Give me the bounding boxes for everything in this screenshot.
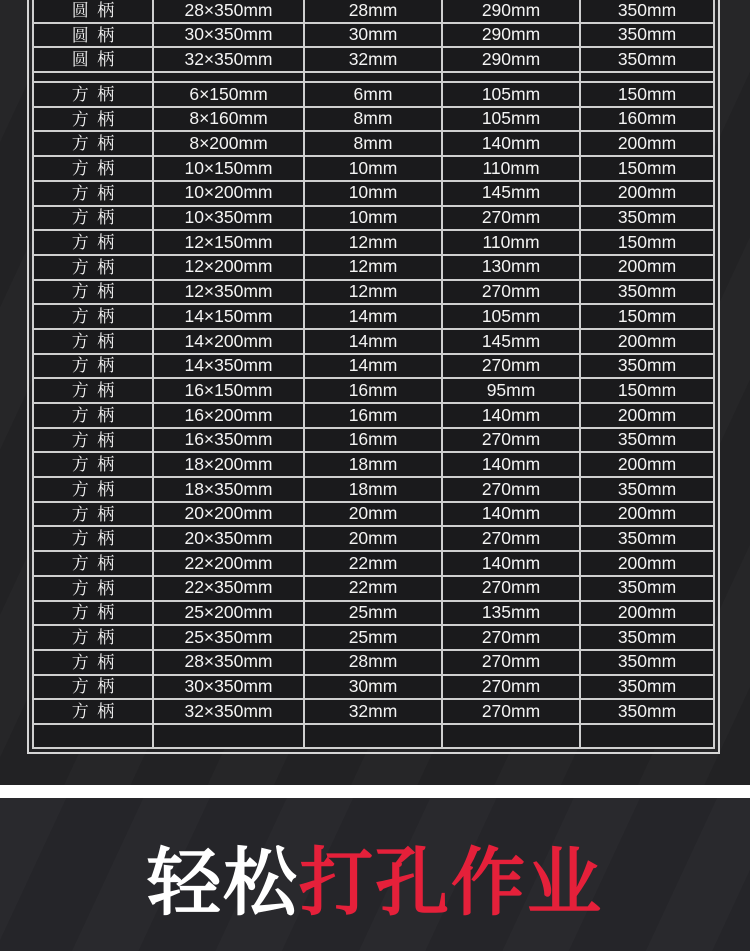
table-cell: 350mm (579, 207, 713, 230)
table-cell: 30×350mm (152, 24, 303, 47)
table-cell: 270mm (441, 281, 579, 304)
empty-row (34, 723, 713, 747)
table-cell: 350mm (579, 651, 713, 674)
table-row (34, 575, 713, 600)
table-row (34, 353, 713, 378)
table-cell: 350mm (579, 24, 713, 47)
table-cell: 16mm (303, 379, 441, 402)
table-cell: 350mm (579, 281, 713, 304)
table-cell: 350mm (579, 48, 713, 71)
table-cell: 方柄 (34, 256, 152, 279)
table-cell: 12mm (303, 256, 441, 279)
table-cell: 8mm (303, 132, 441, 155)
table-cell: 200mm (579, 182, 713, 205)
table-cell: 12×200mm (152, 256, 303, 279)
table-cell: 150mm (579, 157, 713, 180)
table-cell: 145mm (441, 182, 579, 205)
table-cell: 25mm (303, 602, 441, 625)
table-cell: 350mm (579, 676, 713, 699)
white-divider (0, 785, 750, 798)
table-cell: 12×350mm (152, 281, 303, 304)
table-row (34, 229, 713, 254)
table-cell: 200mm (579, 602, 713, 625)
table-cell: 270mm (441, 478, 579, 501)
table-cell: 方柄 (34, 577, 152, 600)
table-cell: 270mm (441, 527, 579, 550)
table-cell: 方柄 (34, 355, 152, 378)
table-cell: 140mm (441, 453, 579, 476)
table-cell: 350mm (579, 700, 713, 723)
table-cell: 150mm (579, 83, 713, 106)
table-cell: 350mm (579, 626, 713, 649)
table-cell: 18×200mm (152, 453, 303, 476)
table-row (34, 180, 713, 205)
table-cell: 290mm (441, 48, 579, 71)
table-cell: 20×200mm (152, 503, 303, 526)
banner-title-white: 轻松 (147, 840, 299, 924)
table-cell: 6mm (303, 83, 441, 106)
table-cell: 18mm (303, 478, 441, 501)
table-cell: 方柄 (34, 157, 152, 180)
table-row (34, 674, 713, 699)
table-cell: 140mm (441, 503, 579, 526)
table-cell: 130mm (441, 256, 579, 279)
table-cell: 350mm (579, 0, 713, 22)
table-row (34, 328, 713, 353)
table-cell: 28mm (303, 0, 441, 22)
table-row (34, 106, 713, 131)
table-cell: 方柄 (34, 626, 152, 649)
table-cell: 22×350mm (152, 577, 303, 600)
table-cell (579, 73, 713, 81)
table-cell: 14×350mm (152, 355, 303, 378)
table-cell: 110mm (441, 231, 579, 254)
table-cell (34, 73, 152, 81)
table-cell: 270mm (441, 429, 579, 452)
table-cell: 140mm (441, 132, 579, 155)
table-cell: 110mm (441, 157, 579, 180)
table-cell: 30mm (303, 676, 441, 699)
table-cell: 160mm (579, 108, 713, 131)
table-cell: 200mm (579, 132, 713, 155)
table-row (34, 130, 713, 155)
table-cell: 方柄 (34, 207, 152, 230)
table-row (34, 0, 713, 22)
table-cell: 14mm (303, 305, 441, 328)
table-cell: 145mm (441, 330, 579, 353)
table-cell (441, 73, 579, 81)
table-row (34, 600, 713, 625)
table-cell: 28×350mm (152, 651, 303, 674)
table-cell: 圆柄 (34, 0, 152, 22)
table-cell: 16×150mm (152, 379, 303, 402)
table-cell: 方柄 (34, 132, 152, 155)
table-cell: 方柄 (34, 305, 152, 328)
table-cell: 150mm (579, 305, 713, 328)
table-cell: 350mm (579, 478, 713, 501)
table-cell: 方柄 (34, 527, 152, 550)
table-cell: 270mm (441, 577, 579, 600)
table-cell: 22mm (303, 552, 441, 575)
table-row (34, 81, 713, 106)
table-row (34, 451, 713, 476)
table-cell: 方柄 (34, 552, 152, 575)
table-cell: 32×350mm (152, 700, 303, 723)
table-cell: 290mm (441, 0, 579, 22)
table-cell: 8×160mm (152, 108, 303, 131)
table-cell: 方柄 (34, 453, 152, 476)
table-cell (34, 725, 152, 747)
table-cell (303, 73, 441, 81)
banner-section (0, 798, 750, 951)
table-cell: 200mm (579, 256, 713, 279)
table-row (34, 254, 713, 279)
table-cell: 270mm (441, 700, 579, 723)
table-row (34, 205, 713, 230)
table-cell: 25mm (303, 626, 441, 649)
banner-title-red: 打孔作业 (299, 840, 603, 924)
table-row (34, 698, 713, 723)
table-cell: 6×150mm (152, 83, 303, 106)
product-spec-table (27, 0, 720, 754)
table-cell: 25×350mm (152, 626, 303, 649)
table-cell: 28×350mm (152, 0, 303, 22)
table-cell: 方柄 (34, 379, 152, 402)
table-cell: 30×350mm (152, 676, 303, 699)
table-cell: 200mm (579, 503, 713, 526)
table-row (34, 46, 713, 71)
table-row (34, 279, 713, 304)
table-cell: 135mm (441, 602, 579, 625)
table-row (34, 303, 713, 328)
table-row (34, 501, 713, 526)
table-row (34, 525, 713, 550)
table-cell: 22mm (303, 577, 441, 600)
table-cell: 18×350mm (152, 478, 303, 501)
table-cell: 12×150mm (152, 231, 303, 254)
table-cell: 方柄 (34, 429, 152, 452)
table-cell: 200mm (579, 552, 713, 575)
table-cell: 105mm (441, 108, 579, 131)
table-cell: 20mm (303, 527, 441, 550)
table-cell: 105mm (441, 83, 579, 106)
table-cell (579, 725, 713, 747)
table-cell: 200mm (579, 453, 713, 476)
table-cell: 350mm (579, 527, 713, 550)
table-cell: 14×150mm (152, 305, 303, 328)
table-cell: 10×350mm (152, 207, 303, 230)
table-row (34, 649, 713, 674)
table-cell: 95mm (441, 379, 579, 402)
table-cell: 30mm (303, 24, 441, 47)
table-cell: 10mm (303, 182, 441, 205)
table-cell: 方柄 (34, 231, 152, 254)
table-cell: 圆柄 (34, 24, 152, 47)
table-row (34, 624, 713, 649)
table-cell: 25×200mm (152, 602, 303, 625)
banner-title (147, 830, 603, 924)
table-cell (152, 725, 303, 747)
table-row (34, 155, 713, 180)
table-cell: 140mm (441, 404, 579, 427)
table-cell: 方柄 (34, 503, 152, 526)
table-cell: 16mm (303, 429, 441, 452)
table-cell: 10mm (303, 157, 441, 180)
table-cell: 270mm (441, 207, 579, 230)
table-row (34, 377, 713, 402)
table-cell: 270mm (441, 676, 579, 699)
table-cell: 方柄 (34, 83, 152, 106)
table-cell: 350mm (579, 355, 713, 378)
table-cell: 18mm (303, 453, 441, 476)
table-cell: 方柄 (34, 676, 152, 699)
table-cell: 8mm (303, 108, 441, 131)
table-cell: 290mm (441, 24, 579, 47)
table-cell: 270mm (441, 651, 579, 674)
table-cell: 方柄 (34, 602, 152, 625)
table-cell: 方柄 (34, 108, 152, 131)
table-cell: 12mm (303, 231, 441, 254)
table-cell: 14×200mm (152, 330, 303, 353)
table-cell: 200mm (579, 330, 713, 353)
table-cell: 16×200mm (152, 404, 303, 427)
table-row (34, 550, 713, 575)
table-cell: 28mm (303, 651, 441, 674)
spec-table-body (32, 0, 715, 749)
gap-row (34, 71, 713, 81)
table-cell: 方柄 (34, 182, 152, 205)
table-row (34, 402, 713, 427)
table-cell: 方柄 (34, 404, 152, 427)
table-cell: 270mm (441, 626, 579, 649)
table-cell: 圆柄 (34, 48, 152, 71)
table-cell: 105mm (441, 305, 579, 328)
table-cell: 32mm (303, 700, 441, 723)
table-cell: 10mm (303, 207, 441, 230)
table-cell: 350mm (579, 577, 713, 600)
table-cell (441, 725, 579, 747)
table-cell: 方柄 (34, 651, 152, 674)
table-cell: 方柄 (34, 330, 152, 353)
table-cell: 14mm (303, 355, 441, 378)
table-cell: 12mm (303, 281, 441, 304)
table-cell: 8×200mm (152, 132, 303, 155)
table-row (34, 22, 713, 47)
table-cell: 14mm (303, 330, 441, 353)
table-cell: 200mm (579, 404, 713, 427)
table-cell: 32mm (303, 48, 441, 71)
table-cell: 方柄 (34, 281, 152, 304)
table-cell: 32×350mm (152, 48, 303, 71)
table-cell: 150mm (579, 231, 713, 254)
table-cell (152, 73, 303, 81)
table-row (34, 427, 713, 452)
table-cell: 270mm (441, 355, 579, 378)
table-cell: 350mm (579, 429, 713, 452)
table-cell: 10×150mm (152, 157, 303, 180)
table-cell (303, 725, 441, 747)
table-row (34, 476, 713, 501)
table-cell: 22×200mm (152, 552, 303, 575)
table-cell: 16×350mm (152, 429, 303, 452)
table-cell: 10×200mm (152, 182, 303, 205)
table-cell: 方柄 (34, 700, 152, 723)
table-cell: 140mm (441, 552, 579, 575)
table-cell: 20×350mm (152, 527, 303, 550)
table-cell: 16mm (303, 404, 441, 427)
table-cell: 方柄 (34, 478, 152, 501)
table-cell: 150mm (579, 379, 713, 402)
table-cell: 20mm (303, 503, 441, 526)
